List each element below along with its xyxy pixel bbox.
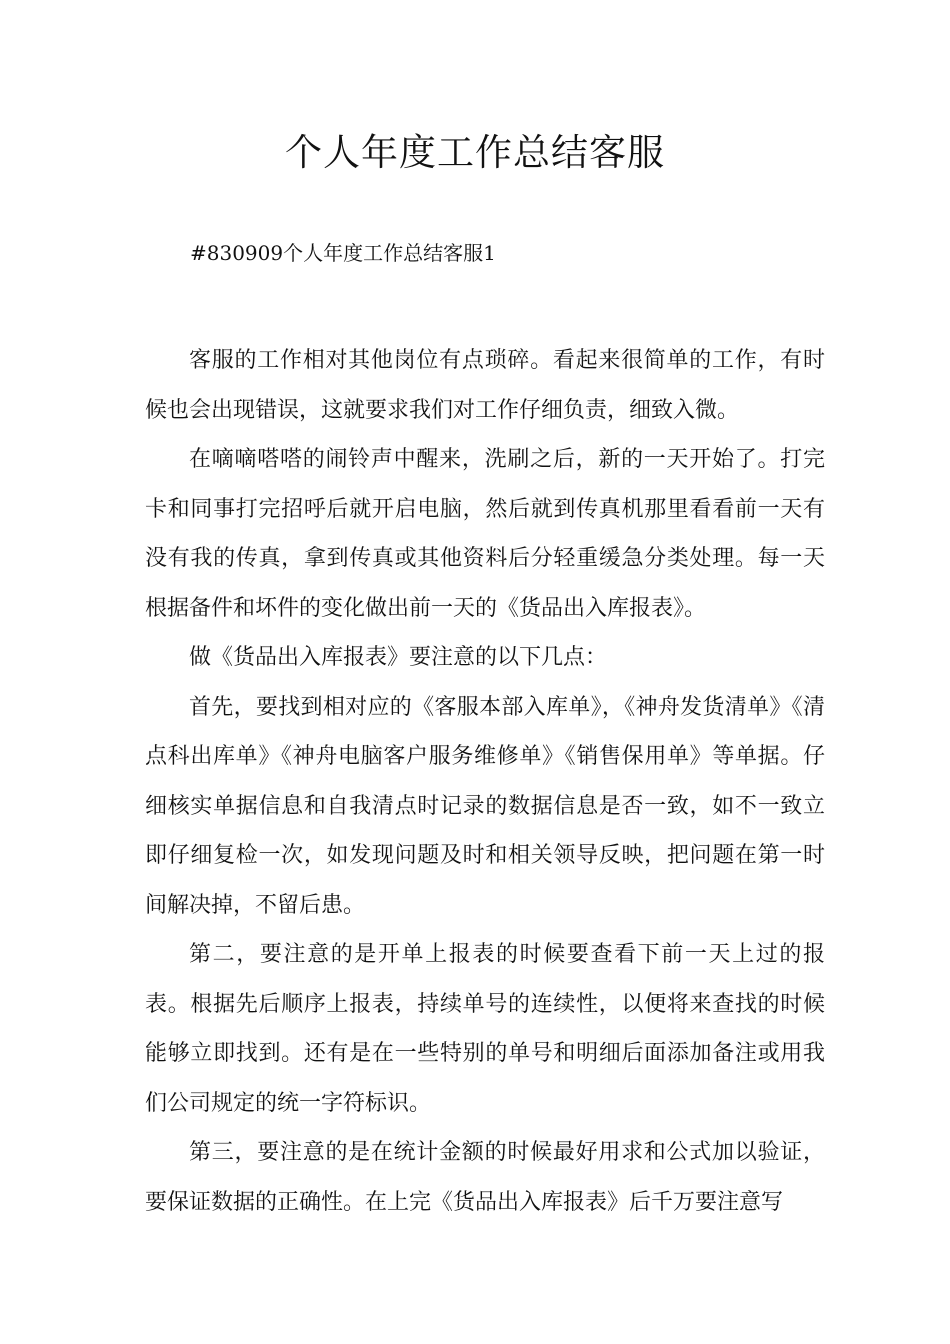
document-subtitle: #830909个人年度工作总结客服1 <box>190 241 496 265</box>
paragraph: 第三，要注意的是在统计金额的时候最好用求和公式加以验证，要保证数据的正确性。在上完《货品出入库报表》后千万要注意写 <box>145 1140 825 1215</box>
document-body <box>145 336 825 1227</box>
paragraph: 客服的工作相对其他岗位有点琐碎。看起来很简单的工作，有时候也会出现错误，这就要求我们对工作仔细负责，细致入微。 <box>145 348 825 423</box>
paragraph: 在嘀嘀嗒嗒的闹铃声中醒来，洗刷之后，新的一天开始了。打完卡和同事打完招呼后就开启电脑，然后就到传真机那里看看前一天有没有我的传真，拿到传真或其他资料后分轻重缓急分类处理。每一天根据备件和坏件的变化做出前一天的《货品出入库报表》。 <box>145 447 825 621</box>
paragraph: 做《货品出入库报表》要注意的以下几点： <box>189 645 608 670</box>
document-title: 个人年度工作总结客服 <box>285 131 665 174</box>
paragraph: 首先，要找到相对应的《客服本部入库单》，《神舟发货清单》《清点科出库单》《神舟电脑客户服务维修单》《销售保用单》等单据。仔细核实单据信息和自我清点时记录的数据信息是否一致，如不一致立即仔细复检一次，如发现问题及时和相关领导反映，把问题在第一时间解决掉，不留后患。 <box>145 694 825 918</box>
paragraph: 第二，要注意的是开单上报表的时候要查看下前一天上过的报表。根据先后顺序上报表，持续单号的连续性，以便将来查找的时候能够立即找到。还有是在一些特别的单号和明细后面添加备注或用我们公司规定的统一字符标识。 <box>145 942 825 1116</box>
